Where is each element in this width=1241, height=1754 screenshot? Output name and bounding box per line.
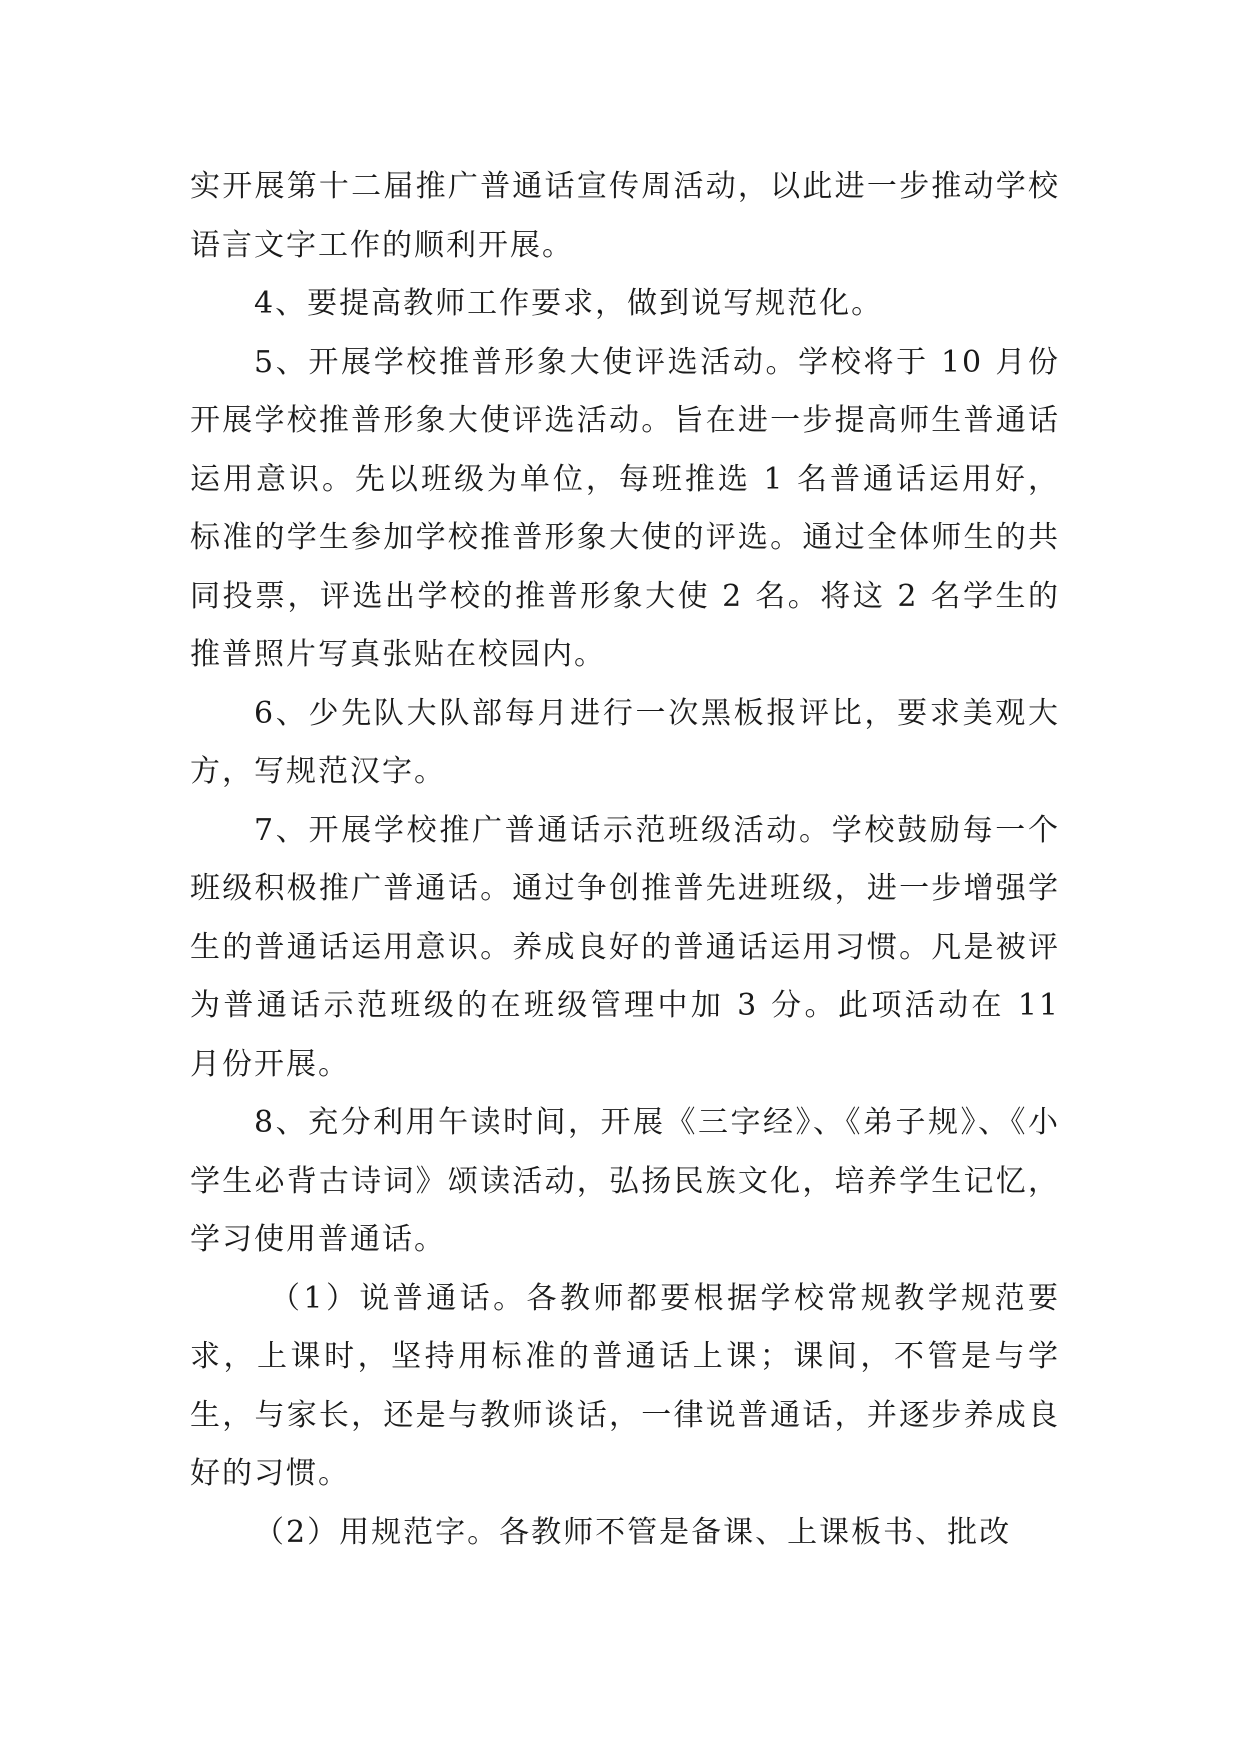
paragraph-item-7: 7、开展学校推广普通话示范班级活动。学校鼓励每一个班级积极推广普通话。通过争创推普先进班级，进一步增强学生的普通话运用意识。养成良好的普通话运用习惯。凡是被评为普通话示范班级的在班级管理中加 3 分。此项活动在 11 月份开展。: [190, 812, 1060, 1082]
paragraph-item-5: 5、开展学校推普形象大使评选活动。学校将于 10 月份开展学校推普形象大使评选活动。旨在进一步提高师生普通话运用意识。先以班级为单位，每班推选 1 名普通话运用好，标准的学生参加学校推普形象大使的评选。通过全体师生的共同投票，评选出学校的推普形象大使 2 名。将这 2 名学生的推普照片写真张贴在校园内。: [190, 344, 1060, 672]
paragraph-item-4: 4、要提高教师工作要求，做到说写规范化。: [254, 286, 884, 321]
paragraph-continuation: 实开展第十二届推广普通话宣传周活动，以此进一步推动学校语言文字工作的顺利开展。: [190, 169, 1060, 263]
paragraph-subitem-1: （1）说普通话。各教师都要根据学校常规教学规范要求，上课时，坚持用标准的普通话上课；课间，不管是与学生，与家长，还是与教师谈话，一律说普通话，并逐步养成良好的习惯。: [190, 1280, 1060, 1491]
document-body: [190, 158, 1060, 1562]
paragraph-item-8: 8、充分利用午读时间，开展《三字经》、《弟子规》、《小学生必背古诗词》颂读活动，弘扬民族文化，培养学生记忆，学习使用普通话。: [190, 1105, 1060, 1257]
paragraph-item-6: 6、少先队大队部每月进行一次黑板报评比，要求美观大方，写规范汉字。: [190, 695, 1060, 789]
paragraph-subitem-2: （2）用规范字。各教师不管是备课、上课板书、批改: [254, 1514, 1012, 1550]
